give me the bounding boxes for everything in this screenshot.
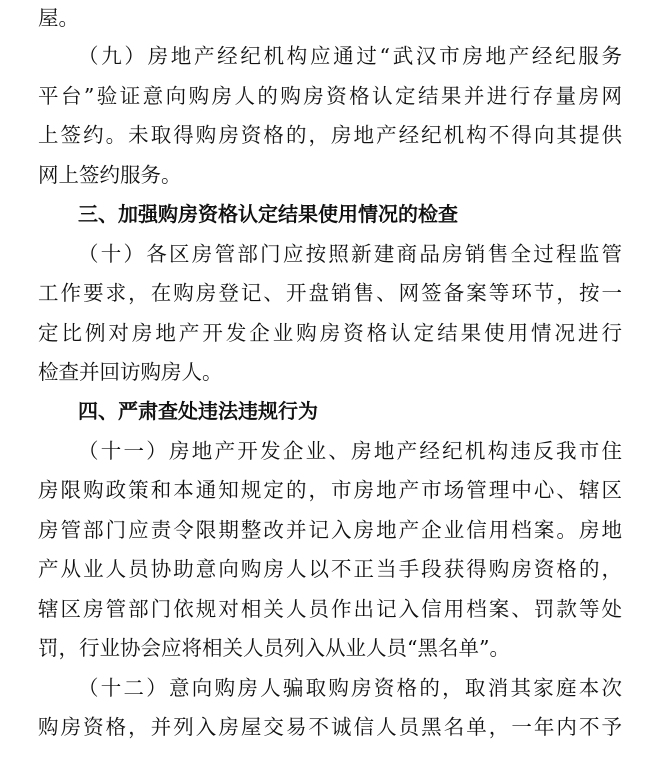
section-heading: 三、加强购房资格认定结果使用情况的检查 xyxy=(78,202,458,226)
text-line: （十）各区房管部门应按照新建商品房销售全过程监管 xyxy=(78,242,622,266)
text-line: 上签约。未取得购房资格的，房地产经纪机构不得向其提供 xyxy=(38,123,622,147)
text-line: 房限购政策和本通知规定的，市房地产市场管理中心、辖区 xyxy=(38,478,622,502)
text-line: 平台”验证意向购房人的购房资格认定结果并进行存量房网 xyxy=(38,84,622,108)
text-line: 辖区房管部门依规对相关人员作出记入信用档案、罚款等处 xyxy=(38,597,622,621)
text-line: 检查并回访购房人。 xyxy=(38,360,223,384)
text-line: 定比例对房地产开发企业购房资格认定结果使用情况进行 xyxy=(38,321,622,345)
text-line: 购房资格，并列入房屋交易不诚信人员黑名单，一年内不予 xyxy=(38,715,622,739)
text-line: （九）房地产经纪机构应通过“武汉市房地产经纪服务 xyxy=(78,44,622,68)
text-line: 屋。 xyxy=(38,6,79,30)
text-line: 产从业人员协助意向购房人以不正当手段获得购房资格的， xyxy=(38,557,622,581)
text-line: 罚，行业协会应将相关人员列入从业人员“黑名单”。 xyxy=(38,636,510,660)
text-line: 网上签约服务。 xyxy=(38,163,182,187)
text-line: （十一）房地产开发企业、房地产经纪机构违反我市住 xyxy=(78,439,622,463)
text-line: 房管部门应责令限期整改并记入房地产企业信用档案。房地 xyxy=(38,518,622,542)
section-heading: 四、严肃查处违法违规行为 xyxy=(78,399,318,423)
text-line: 工作要求，在购房登记、开盘销售、网签备案等环节，按一 xyxy=(38,281,622,305)
text-line: （十二）意向购房人骗取购房资格的，取消其家庭本次 xyxy=(78,676,622,700)
